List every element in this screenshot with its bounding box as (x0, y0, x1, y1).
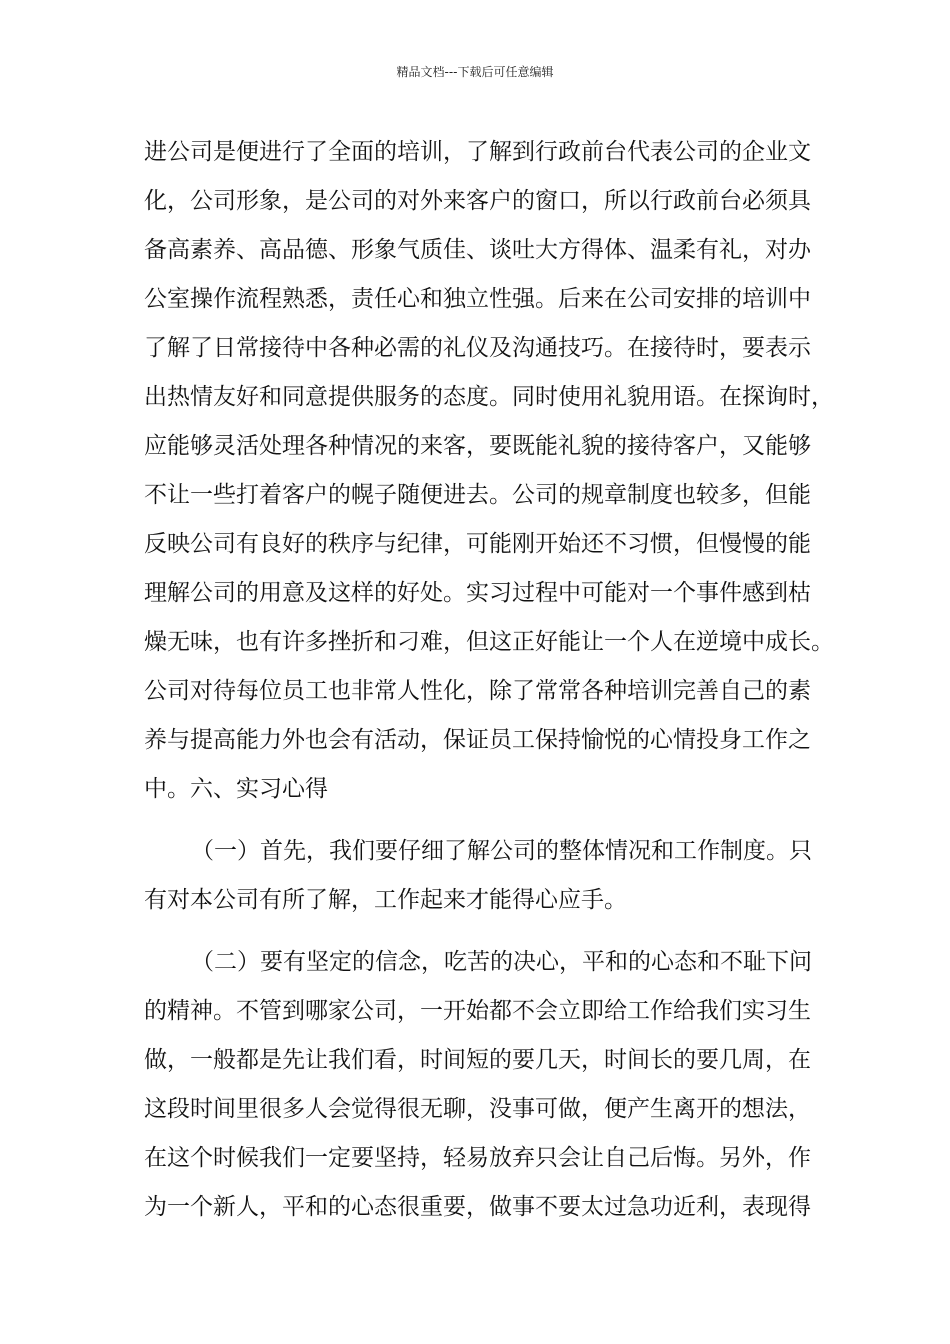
paragraph-2-line: 的精神。不管到哪家公司，一开始都不会立即给工作给我们实习生 (144, 998, 811, 1024)
paragraph-1-line: （一）首先，我们要仔细了解公司的整体情况和工作制度。只 (191, 838, 812, 864)
text-line: 中。六、实习心得 (144, 776, 328, 802)
paragraph-2-line: （二）要有坚定的信念，吃苦的决心，平和的心态和不耻下问 (191, 949, 812, 975)
page-header: 精品文档---下载后可任意编辑 (396, 65, 554, 79)
text-line: 理解公司的用意及这样的好处。实习过程中可能对一个事件感到枯 (144, 580, 811, 606)
document-body (144, 132, 834, 1236)
text-line: 公室操作流程熟悉，责任心和独立性强。后来在公司安排的培训中 (144, 286, 811, 312)
paragraph-2-line: 在这个时候我们一定要坚持，轻易放弃只会让自己后悔。另外，作 (144, 1145, 811, 1171)
text-line: 化，公司形象，是公司的对外来客户的窗口，所以行政前台必须具 (144, 188, 811, 214)
text-line: 应能够灵活处理各种情况的来客，要既能礼貌的接待客户，又能够 (144, 433, 811, 459)
paragraph-1-line: 有对本公司有所了解，工作起来才能得心应手。 (144, 887, 627, 913)
text-line: 出热情友好和同意提供服务的态度。同时使用礼貌用语。在探询时， (144, 384, 834, 410)
text-line: 公司对待每位员工也非常人性化，除了常常各种培训完善自己的素 (144, 678, 811, 704)
text-line: 了解了日常接待中各种必需的礼仪及沟通技巧。在接待时，要表示 (144, 335, 811, 361)
text-line: 不让一些打着客户的幌子随便进去。公司的规章制度也较多，但能 (144, 482, 811, 508)
text-line: 养与提高能力外也会有活动，保证员工保持愉悦的心情投身工作之 (144, 727, 811, 753)
paragraph-2-line: 为一个新人，平和的心态很重要，做事不要太过急功近利，表现得 (144, 1194, 811, 1220)
text-line: 燥无味，也有许多挫折和刁难，但这正好能让一个人在逆境中成长。 (144, 629, 834, 655)
text-line: 进公司是便进行了全面的培训，了解到行政前台代表公司的企业文 (144, 139, 811, 165)
paragraph-2-line: 这段时间里很多人会觉得很无聊，没事可做，便产生离开的想法， (144, 1096, 811, 1122)
paragraph-2-line: 做，一般都是先让我们看，时间短的要几天，时间长的要几周，在 (144, 1047, 811, 1073)
text-line: 反映公司有良好的秩序与纪律，可能刚开始还不习惯，但慢慢的能 (144, 531, 811, 557)
text-line: 备高素养、高品德、形象气质佳、谈吐大方得体、温柔有礼，对办 (144, 237, 811, 263)
